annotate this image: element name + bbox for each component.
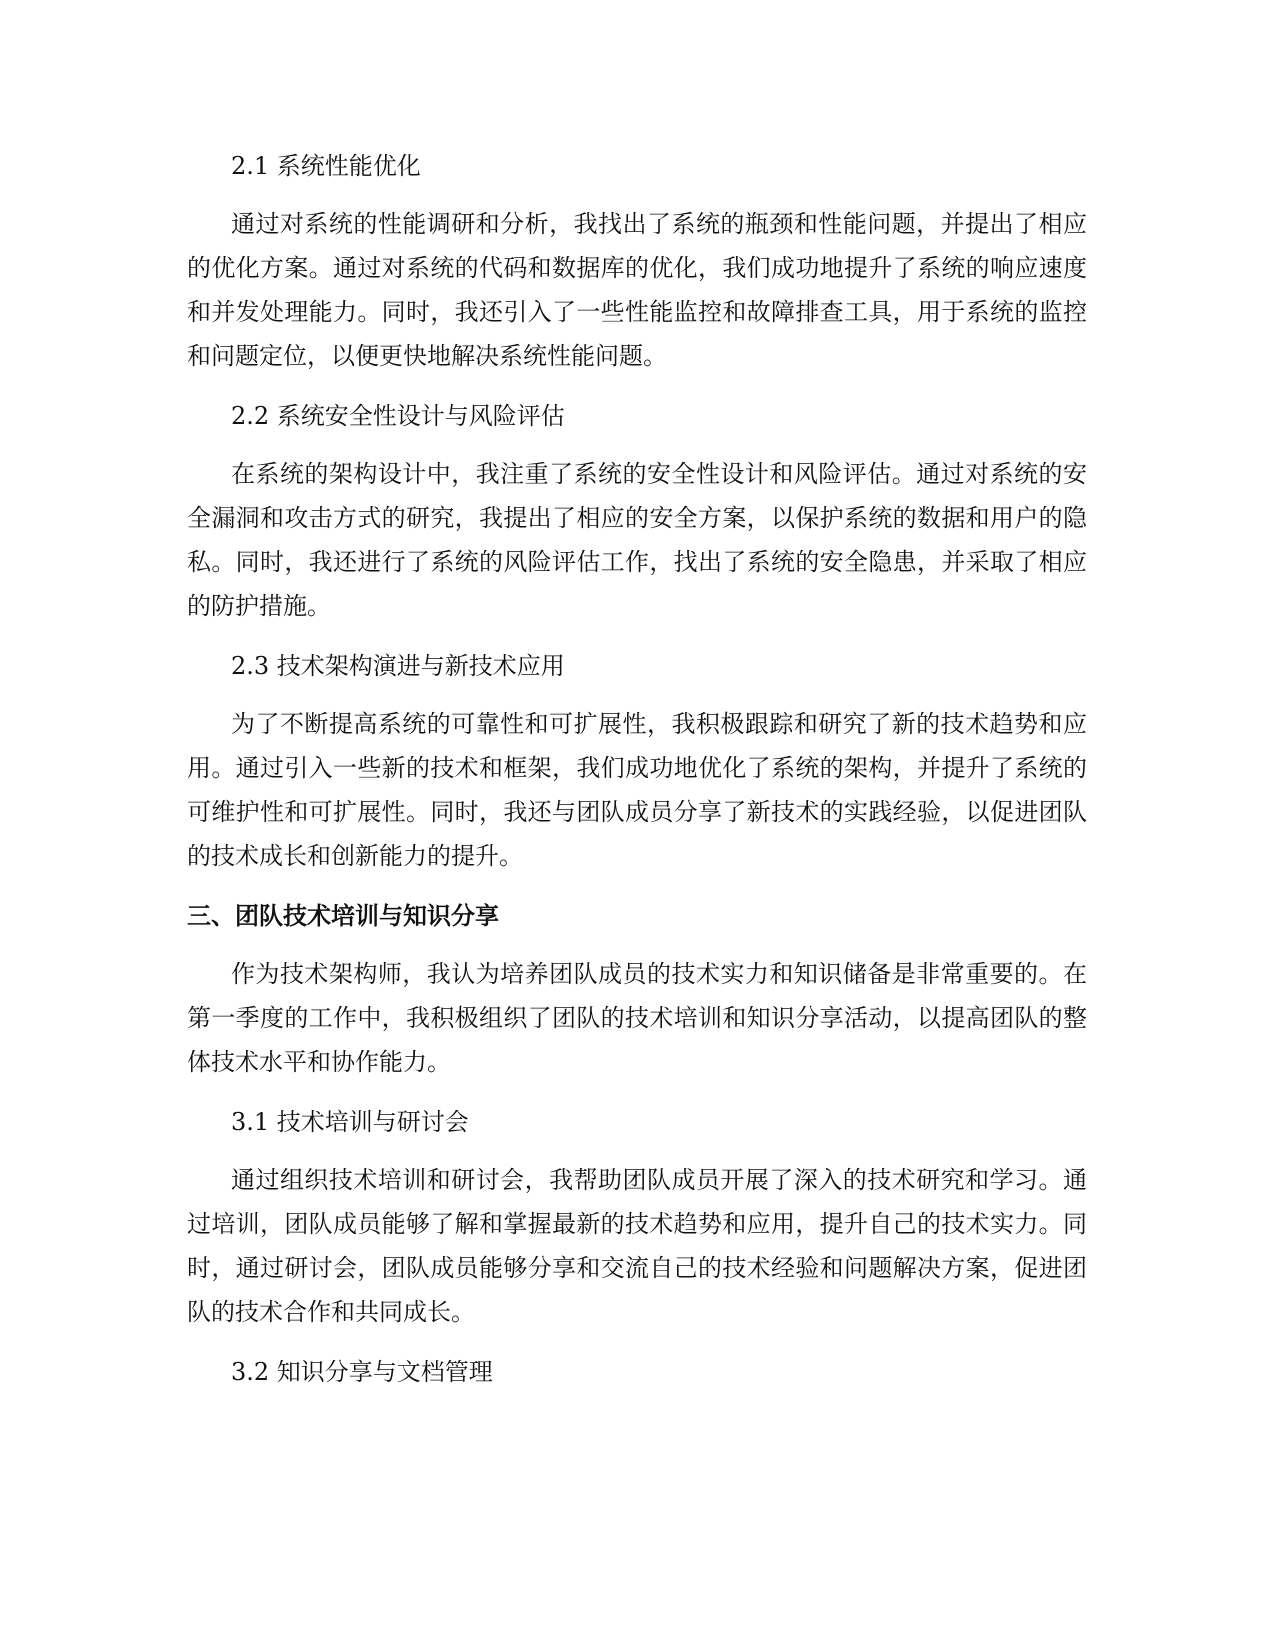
subheading-2-2: 2.2 系统安全性设计与风险评估 [231,402,565,430]
paragraph-team-training-intro: 作为技术架构师，我认为培养团队成员的技术实力和知识储备是非常重要的。在第一季度的工作中，我积极组织了团队的技术培训和知识分享活动，以提高团队的整体技术水平和协作能力。 [187,960,1087,1076]
paragraph-performance-optimization: 通过对系统的性能调研和分析，我找出了系统的瓶颈和性能问题，并提出了相应的优化方案。通过对系统的代码和数据库的优化，我们成功地提升了系统的响应速度和并发处理能力。同时，我还引入了一些性能监控和故障排查工具，用于系统的监控和问题定位，以便更快地解决系统性能问题。 [187,210,1087,370]
paragraph-training-seminars: 通过组织技术培训和研讨会，我帮助团队成员开展了深入的技术研究和学习。通过培训，团队成员能够了解和掌握最新的技术趋势和应用，提升自己的技术实力。同时，通过研讨会，团队成员能够分享和交流自己的技术经验和问题解决方案，促进团队的技术合作和共同成长。 [187,1166,1087,1326]
subheading-3-1: 3.1 技术培训与研讨会 [231,1108,469,1136]
document-body [187,144,1087,1408]
paragraph-architecture-evolution: 为了不断提高系统的可靠性和可扩展性，我积极跟踪和研究了新的技术趋势和应用。通过引入一些新的技术和框架，我们成功地优化了系统的架构，并提升了系统的可维护性和可扩展性。同时，我还与团队成员分享了新技术的实践经验，以促进团队的技术成长和创新能力的提升。 [187,710,1087,870]
subheading-3-2: 3.2 知识分享与文档管理 [231,1358,493,1386]
subheading-2-1: 2.1 系统性能优化 [231,152,421,180]
section-heading-3: 三、团队技术培训与知识分享 [187,902,499,930]
paragraph-security-design: 在系统的架构设计中，我注重了系统的安全性设计和风险评估。通过对系统的安全漏洞和攻击方式的研究，我提出了相应的安全方案，以保护系统的数据和用户的隐私。同时，我还进行了系统的风险评估工作，找出了系统的安全隐患，并采取了相应的防护措施。 [187,460,1087,620]
subheading-2-3: 2.3 技术架构演进与新技术应用 [231,652,565,680]
